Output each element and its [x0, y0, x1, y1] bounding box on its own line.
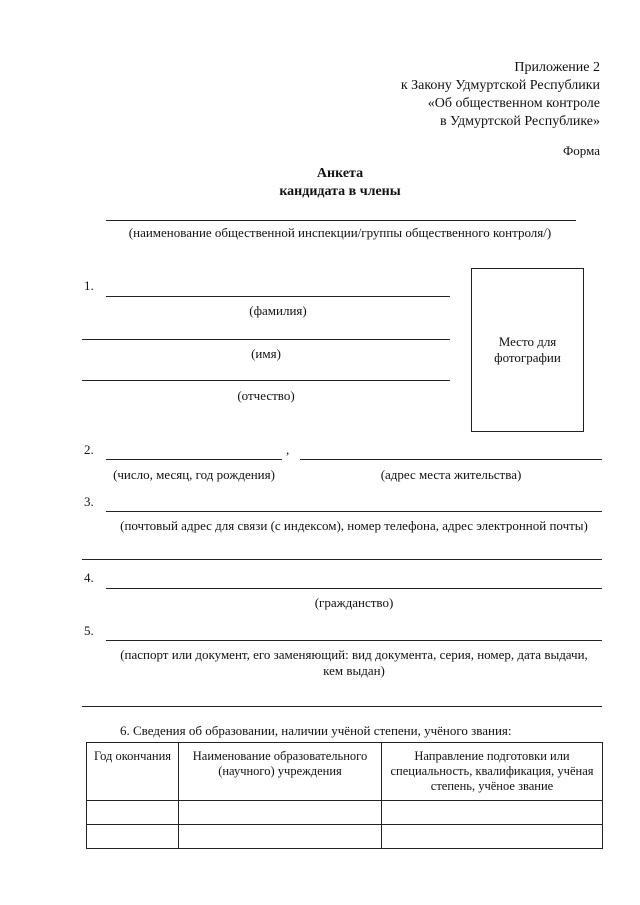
- section-5-number: 5.: [84, 623, 94, 638]
- appendix-line: к Закону Удмуртской Республики: [400, 78, 600, 93]
- appendix-header: [300, 59, 600, 131]
- residence-field-line: [300, 459, 602, 460]
- table-cell[interactable]: [87, 801, 179, 825]
- patronymic-field-line: [82, 380, 450, 381]
- table-cell[interactable]: [382, 825, 603, 849]
- table-cell[interactable]: [87, 825, 179, 849]
- appendix-line: «Об общественном контроле: [427, 96, 600, 111]
- form-label: Форма: [563, 143, 600, 158]
- comma-separator: ,: [286, 442, 290, 457]
- passport-extra-line: [82, 706, 602, 707]
- section-1-number: 1.: [84, 278, 94, 293]
- residence-caption: (адрес места жительства): [380, 467, 522, 482]
- surname-field-line: [106, 296, 450, 297]
- passport-field-line: [106, 640, 602, 641]
- inspection-caption: (наименование общественной инспекции/группы общественного контроля/): [128, 225, 552, 240]
- education-table: [86, 742, 603, 849]
- contact-field-line: [106, 511, 602, 512]
- column-header-institution: Наименование образовательного (научного) учреждения: [179, 743, 382, 801]
- table-cell[interactable]: [179, 801, 382, 825]
- photo-label-line: Место для: [498, 334, 557, 349]
- section-2-number: 2.: [84, 442, 94, 457]
- birth-date-caption: (число, месяц, год рождения): [113, 467, 275, 482]
- table-row: [87, 801, 603, 825]
- surname-caption: (фамилия): [249, 303, 307, 318]
- inspection-field-line: [106, 220, 576, 221]
- appendix-line: Приложение 2: [514, 60, 600, 75]
- title-line-2: кандидата в члены: [279, 184, 401, 199]
- column-header-specialty: Направление подготовки или специальность, квалификация, учёная степень, учёное звание: [382, 743, 603, 801]
- title-line-1: Анкета: [316, 166, 364, 181]
- education-section-title: 6. Сведения об образовании, наличии учёной степени, учёного звания:: [120, 723, 512, 738]
- name-field-line: [82, 339, 450, 340]
- appendix-line: в Удмуртской Республике»: [439, 114, 600, 129]
- photo-label-line: фотографии: [494, 350, 561, 365]
- table-header-row: [87, 743, 603, 801]
- passport-caption: [100, 647, 608, 679]
- table-cell[interactable]: [179, 825, 382, 849]
- table-row: [87, 825, 603, 849]
- photo-placeholder: [471, 268, 584, 432]
- patronymic-caption: (отчество): [237, 388, 295, 403]
- table-cell[interactable]: [382, 801, 603, 825]
- birth-date-field-line: [106, 459, 282, 460]
- section-3-number: 3.: [84, 494, 94, 509]
- citizenship-field-line: [106, 588, 602, 589]
- contact-caption: (почтовый адрес для связи (с индексом), номер телефона, адрес электронной почты): [120, 518, 588, 533]
- contact-extra-line: [82, 559, 602, 560]
- citizenship-caption: (гражданство): [314, 595, 394, 610]
- section-4-number: 4.: [84, 570, 94, 585]
- column-header-year: Год окончания: [87, 743, 179, 801]
- passport-caption-line-2: кем выдан): [323, 663, 385, 678]
- name-caption: (имя): [251, 346, 281, 361]
- document-title: [240, 165, 440, 201]
- passport-caption-line-1: (паспорт или документ, его заменяющий: вид документа, серия, номер, дата выдачи,: [120, 647, 588, 662]
